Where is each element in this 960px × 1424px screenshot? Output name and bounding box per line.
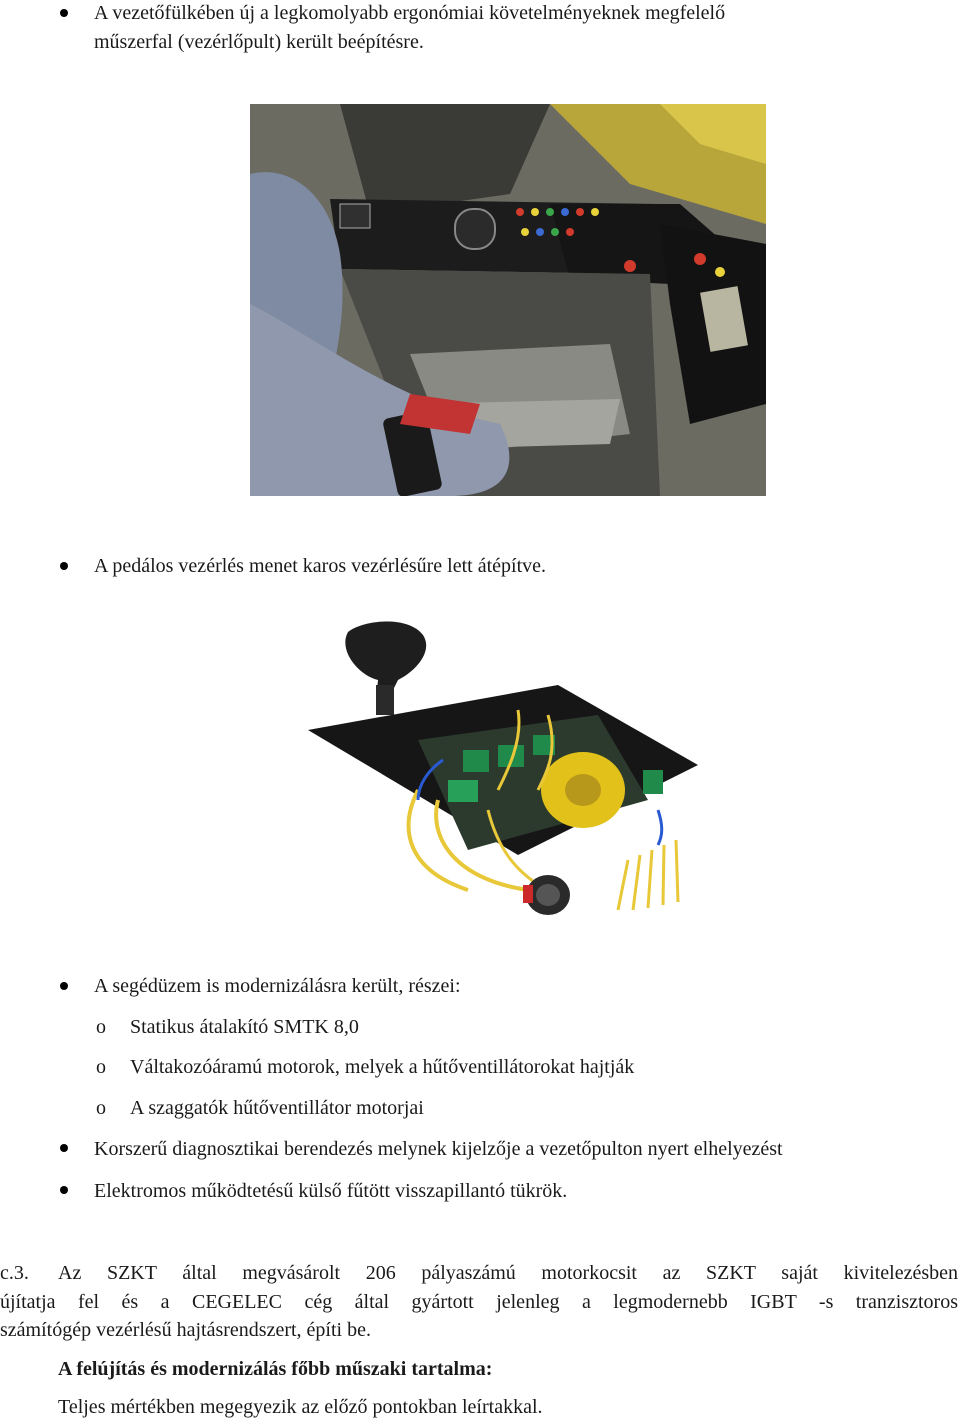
section-closing-text: Teljes mértékben megegyezik az előző pontokban leírtakkal. (58, 1396, 543, 1418)
bullet-dot (60, 9, 68, 17)
section-heading: A felújítás és modernizálás főbb műszaki tartalma: (58, 1358, 493, 1380)
aux-intro: A segédüzem is modernizálásra került, részei: (94, 975, 461, 997)
cab-control-desk-photo (250, 104, 766, 496)
bullet-dot (60, 1186, 68, 1194)
sub-bullet-marker: o (96, 1056, 106, 1078)
sub-bullet-marker: o (96, 1016, 106, 1038)
bullet-text: Korszerű diagnosztikai berendezés melynek kijelzője a vezetőpulton nyert elhelyezést (94, 1138, 783, 1160)
aux-subitem: A szaggatók hűtőventillátor motorjai (130, 1097, 424, 1119)
aux-subitem: Váltakozóáramú motorok, melyek a hűtőventillátorokat hajtják (130, 1056, 635, 1078)
sub-bullet-marker: o (96, 1097, 106, 1119)
section-paragraph-line: számítógép vezérlésű hajtásrendszert, építi be. (0, 1319, 371, 1341)
section-paragraph-line: Az SZKT által megvásárolt 206 pályaszámú motorkocsit az SZKT saját kivitelezésben (58, 1262, 958, 1284)
bullet-text: A vezetőfülkében új a legkomolyabb ergonómiai követelményeknek megfelelő (94, 2, 726, 24)
bullet-text: Elektromos működtetésű külső fűtött visszapillantó tükrök. (94, 1180, 568, 1202)
aux-subitem: Statikus átalakító SMTK 8,0 (130, 1016, 359, 1038)
bullet-text-continued: műszerfal (vezérlőpult) került beépítésre. (94, 31, 424, 53)
bullet-dot (60, 982, 68, 990)
bullet-text: A pedálos vezérlés menet karos vezérlésűre lett átépítve. (94, 555, 547, 577)
section-paragraph-line: újítatja fel és a CEGELEC cég által gyártott jelenleg a legmodernebb IGBT -s tranzisztoros (0, 1291, 958, 1313)
bullet-dot (60, 562, 68, 570)
section-label: c.3. (0, 1262, 29, 1284)
bullet-dot (60, 1144, 68, 1152)
drive-lever-unit-photo (268, 590, 730, 954)
